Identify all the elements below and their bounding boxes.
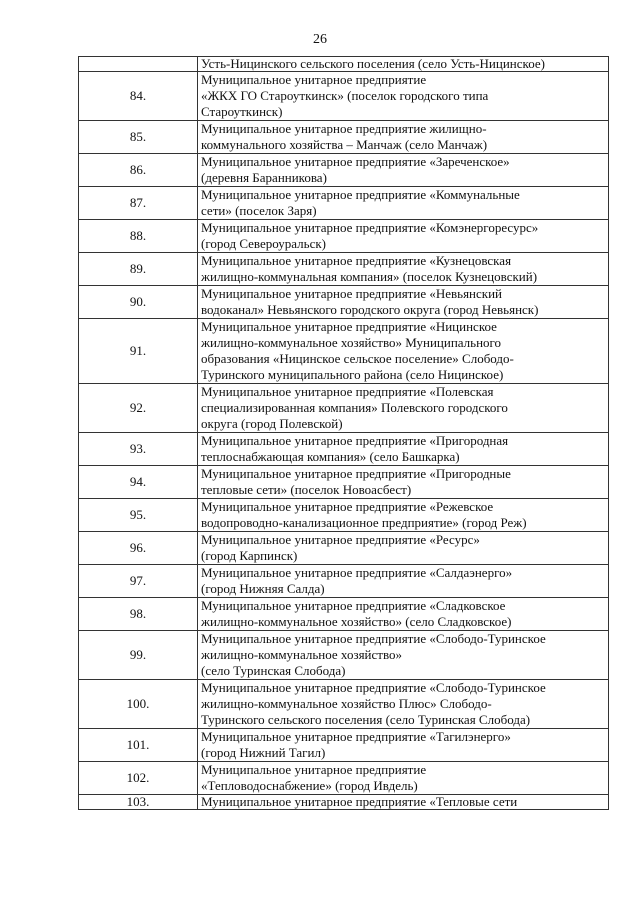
table-row xyxy=(79,466,609,499)
table-row xyxy=(79,121,609,154)
table-row xyxy=(79,795,609,810)
enterprise-name: Муниципальное унитарное предприятие «ЖКХ ГО Староуткинск» (поселок городского типа Староуткинск) xyxy=(198,72,609,121)
table-row xyxy=(79,220,609,253)
row-number: 84. xyxy=(79,72,198,121)
table-row xyxy=(79,631,609,680)
row-number: 97. xyxy=(79,565,198,598)
enterprise-name: Муниципальное унитарное предприятие «Тепловодоснабжение» (город Ивдель) xyxy=(198,762,609,795)
page-number: 26 xyxy=(313,32,327,47)
enterprise-name: Муниципальное унитарное предприятие «Невьянский водоканал» Невьянского городского округа (город Невьянск) xyxy=(198,286,609,319)
row-number xyxy=(79,57,198,72)
table-row xyxy=(79,57,609,72)
row-number: 95. xyxy=(79,499,198,532)
table-row xyxy=(79,319,609,384)
row-number: 96. xyxy=(79,532,198,565)
row-number: 103. xyxy=(79,795,198,810)
enterprise-name: Муниципальное унитарное предприятие «Слободо-Туринское жилищно-коммунальное хозяйство» (село Туринская Слобода) xyxy=(198,631,609,680)
table-row xyxy=(79,433,609,466)
table-row xyxy=(79,384,609,433)
table-row xyxy=(79,72,609,121)
row-number: 91. xyxy=(79,319,198,384)
enterprise-name: Муниципальное унитарное предприятие «Слободо-Туринское жилищно-коммунальное хозяйство Плюс» Слободо- Туринского сельского поселения (село Туринская Слобода) xyxy=(198,680,609,729)
enterprise-table xyxy=(78,56,609,810)
row-number: 102. xyxy=(79,762,198,795)
row-number: 87. xyxy=(79,187,198,220)
enterprise-name: Муниципальное унитарное предприятие «Зареченское» (деревня Баранникова) xyxy=(198,154,609,187)
table-row xyxy=(79,187,609,220)
row-number: 90. xyxy=(79,286,198,319)
enterprise-name: Муниципальное унитарное предприятие «Режевское водопроводно-канализационное предприятие» (город Реж) xyxy=(198,499,609,532)
table-row xyxy=(79,565,609,598)
enterprise-name: Муниципальное унитарное предприятие «Ницинское жилищно-коммунальное хозяйство» Муниципального образования «Ницинское сельское поселение» Слободо- Туринского муниципального района (село Ницинское) xyxy=(198,319,609,384)
enterprise-name: Муниципальное унитарное предприятие жилищно- коммунального хозяйства – Манчаж (село Манчаж) xyxy=(198,121,609,154)
enterprise-name: Усть-Ницинского сельского поселения (село Усть-Ницинское) xyxy=(198,57,609,72)
enterprise-name: Муниципальное унитарное предприятие «Пригородная теплоснабжающая компания» (село Башкарка) xyxy=(198,433,609,466)
enterprise-name: Муниципальное унитарное предприятие «Ресурс» (город Карпинск) xyxy=(198,532,609,565)
table-row xyxy=(79,253,609,286)
table-row xyxy=(79,532,609,565)
row-number: 99. xyxy=(79,631,198,680)
enterprise-name: Муниципальное унитарное предприятие «Комэнергоресурс» (город Североуральск) xyxy=(198,220,609,253)
row-number: 101. xyxy=(79,729,198,762)
enterprise-name: Муниципальное унитарное предприятие «Тагилэнерго» (город Нижний Тагил) xyxy=(198,729,609,762)
row-number: 100. xyxy=(79,680,198,729)
row-number: 94. xyxy=(79,466,198,499)
table-row xyxy=(79,680,609,729)
row-number: 88. xyxy=(79,220,198,253)
table-row xyxy=(79,598,609,631)
table-row xyxy=(79,729,609,762)
enterprise-name: Муниципальное унитарное предприятие «Полевская специализированная компания» Полевского городского округа (город Полевской) xyxy=(198,384,609,433)
enterprise-name: Муниципальное унитарное предприятие «Тепловые сети xyxy=(198,795,609,810)
enterprise-name: Муниципальное унитарное предприятие «Коммунальные сети» (поселок Заря) xyxy=(198,187,609,220)
row-number: 92. xyxy=(79,384,198,433)
table-row xyxy=(79,286,609,319)
row-number: 86. xyxy=(79,154,198,187)
table-row xyxy=(79,499,609,532)
row-number: 98. xyxy=(79,598,198,631)
enterprise-name: Муниципальное унитарное предприятие «Сладковское жилищно-коммунальное хозяйство» (село Сладковское) xyxy=(198,598,609,631)
enterprise-name: Муниципальное унитарное предприятие «Салдаэнерго» (город Нижняя Салда) xyxy=(198,565,609,598)
row-number: 93. xyxy=(79,433,198,466)
table-row xyxy=(79,154,609,187)
enterprise-name: Муниципальное унитарное предприятие «Кузнецовская жилищно-коммунальная компания» (поселок Кузнецовский) xyxy=(198,253,609,286)
enterprise-name: Муниципальное унитарное предприятие «Пригородные тепловые сети» (поселок Новоасбест) xyxy=(198,466,609,499)
row-number: 85. xyxy=(79,121,198,154)
table-row xyxy=(79,762,609,795)
row-number: 89. xyxy=(79,253,198,286)
